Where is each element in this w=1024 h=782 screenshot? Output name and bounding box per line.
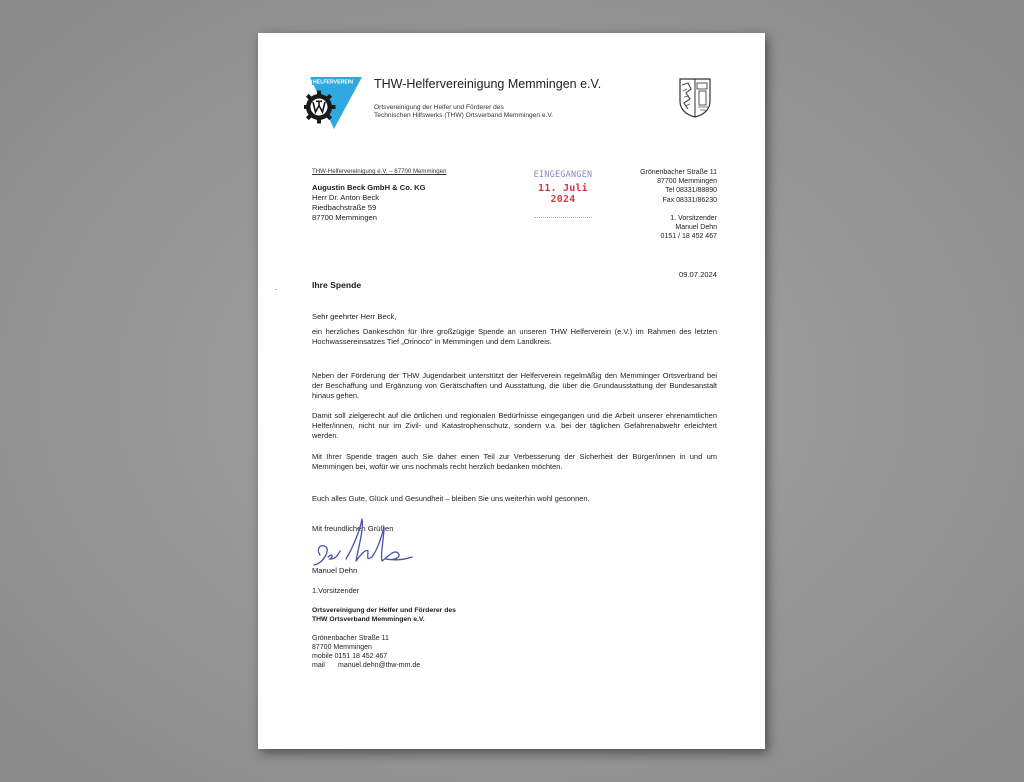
contact-person: Manuel Dehn [675,224,717,232]
contact-fax: Fax 08331/86230 [662,196,717,204]
stamp-dotted-line [534,217,592,219]
contact-tel: Tel 08331/88890 [665,187,717,195]
received-stamp [528,169,598,219]
organization-subtitle-line-2: Technischen Hilfswerks (THW) Ortsverband Memmingen e.V. [374,112,553,120]
letter-date: 09.07.2024 [678,270,717,279]
body-paragraph-1: ein herzliches Dankeschön für Ihre großzügige Spende an unseren THW Helferverein (e.V.) im Rahmen des letzten Hochwassereinsatzes Tief „Orinoco“ in Memmingen und dem Landkreis. [312,327,717,346]
organization-subtitle-line-1: Ortsvereinigung der Helfer und Förderer des [374,104,504,111]
sender-return-address: THW-Helfervereinigung e.V. – 87700 Memmingen [312,168,447,175]
footer-mobile: mobile 0151 18 452 467 [312,653,388,660]
body-paragraph-3: Damit soll zielgerecht auf die örtlichen und regionalen Bedürfnisse eingegangen und die Arbeit unserer ehrenamtlichen Helfer/innen, nicht nur im Zivil- und Katastrophenschutz, sondern v.a. bei der täglichen Gefahrenabwehr erleichtert werden. [312,411,717,440]
footer-city: 87700 Memmingen [312,644,372,651]
thw-helferverein-logo [304,75,364,131]
recipient-street: Riedbachstraße 59 [312,203,377,212]
stamp-date: 11. Juli 2024 [538,183,588,205]
footer-mail-address: manuel.dehn@thw-mm.de [338,662,421,669]
signer-role: 1.Vorsitzender [312,586,360,595]
contact-role: 1. Vorsitzender [670,214,717,222]
footer-mail-label: mail [312,662,325,669]
contact-phone: 0151 / 18 452 467 [660,233,717,241]
letter-subject: Ihre Spende [312,280,362,290]
recipient-name: Herr Dr. Anton Beck [312,193,380,202]
salutation: Sehr geehrter Herr Beck, [312,312,397,321]
contact-city: 87700 Memmingen [657,178,717,186]
footer-org-line-2: THW Ortsverband Memmingen e.V. [312,616,425,623]
organization-name: THW-Helfervereinigung Memmingen e.V. [374,77,602,91]
footer-mail-row [312,661,420,670]
stamp-label: EINGEGANGEN [533,169,593,179]
handwritten-signature [306,509,416,571]
closing-greeting: Mit freundlichen Grüßen [312,524,394,533]
memmingen-coat-of-arms-icon [678,77,712,119]
fold-mark: - [275,287,277,293]
footer-org-line-1: Ortsvereinigung der Helfer und Förderer des [312,607,456,614]
signer-name: Manuel Dehn [312,566,358,575]
footer-street: Grönenbacher Straße 11 [312,635,389,642]
contact-street: Grönenbacher Straße 11 [640,169,717,176]
body-paragraph-5: Euch alles Gute, Glück und Gesundheit – bleiben Sie uns weiterhin wohl gesonnen. [312,494,590,503]
recipient-company: Augustin Beck GmbH & Co. KG [312,183,426,192]
footer-organization [312,606,456,624]
letter-page [258,33,765,749]
recipient-address [312,183,426,223]
recipient-city: 87700 Memmingen [312,213,378,222]
sender-contact-block [640,168,717,241]
organization-subtitle [374,104,553,121]
logo-text: HELFERVEREIN [313,79,353,86]
body-paragraph-4: Mit Ihrer Spende tragen auch Sie daher einen Teil zur Verbesserung der Sicherheit der Bürger/innen in und um Memmingen bei, wofür wir uns nochmals recht herzlich bedanken möchten. [312,452,717,471]
footer-address [312,634,420,670]
body-paragraph-2: Neben der Förderung der THW Jugendarbeit unterstützt der Helferverein regelmäßig den Memminger Ortsverband bei der Beschaffung und Ergänzung von Gerätschaften und Ausstattung, die über die Grundausstattung der Bundesanstalt hinaus gehen. [312,371,717,400]
